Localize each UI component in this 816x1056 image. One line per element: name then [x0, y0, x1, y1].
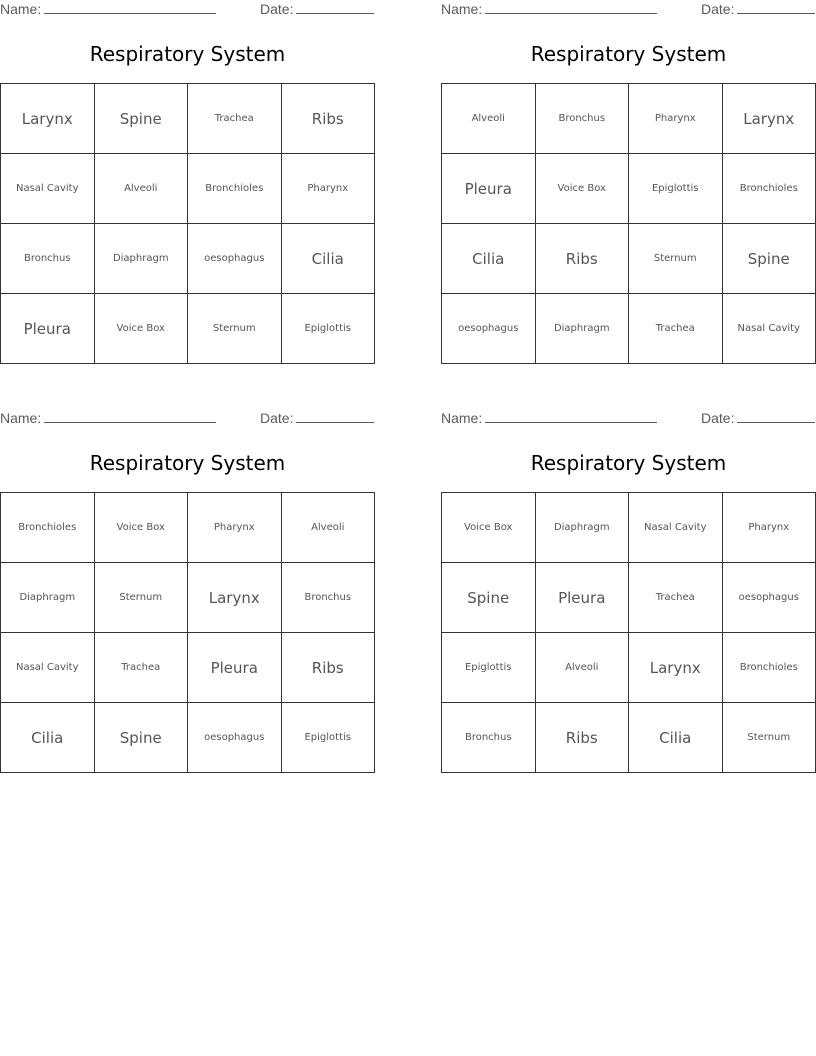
grid-cell: Voice Box [94, 294, 188, 364]
date-group [260, 410, 374, 426]
grid-cell: Sternum [188, 294, 282, 364]
grid-cell: Pleura [442, 154, 536, 224]
card-title: Respiratory System [530, 451, 727, 475]
date-label: Date: [701, 1, 735, 17]
grid-cell: Spine [722, 224, 816, 294]
name-group [0, 410, 216, 426]
name-group [441, 1, 657, 17]
grid-cell: Alveoli [94, 154, 188, 224]
grid-cell: Bronchus [535, 84, 629, 154]
grid-cell: Trachea [629, 563, 723, 633]
grid-cell: Pleura [535, 563, 629, 633]
grid-cell: Voice Box [535, 154, 629, 224]
grid-cell: Pharynx [722, 493, 816, 563]
bingo-grid [441, 83, 816, 364]
grid-row [442, 294, 816, 364]
grid-row [1, 563, 375, 633]
grid-cell: Spine [94, 703, 188, 773]
grid-cell: Bronchioles [722, 154, 816, 224]
grid-cell: Pharynx [281, 154, 375, 224]
grid-cell: Bronchus [281, 563, 375, 633]
grid-cell: Bronchioles [722, 633, 816, 703]
grid-cell: Pleura [188, 633, 282, 703]
grid-row [1, 493, 375, 563]
grid-cell: Bronchioles [188, 154, 282, 224]
grid-cell: oesophagus [442, 294, 536, 364]
card-header [441, 410, 816, 430]
grid-row [442, 703, 816, 773]
grid-cell: Sternum [629, 224, 723, 294]
name-group [0, 1, 216, 17]
card-header [0, 1, 375, 21]
grid-cell: Trachea [629, 294, 723, 364]
grid-cell: Epiglottis [281, 703, 375, 773]
grid-cell: Cilia [281, 224, 375, 294]
grid-cell: Nasal Cavity [722, 294, 816, 364]
date-label: Date: [260, 1, 294, 17]
name-label: Name: [441, 1, 483, 17]
grid-cell: oesophagus [188, 224, 282, 294]
grid-cell: Ribs [281, 633, 375, 703]
grid-row [442, 563, 816, 633]
card-title: Respiratory System [89, 42, 286, 66]
grid-cell: Larynx [722, 84, 816, 154]
date-group [701, 410, 815, 426]
name-blank-line[interactable] [485, 410, 657, 423]
grid-cell: oesophagus [722, 563, 816, 633]
grid-row [1, 84, 375, 154]
date-label: Date: [260, 410, 294, 426]
grid-cell: Pharynx [188, 493, 282, 563]
grid-cell: Pleura [1, 294, 95, 364]
grid-cell: Nasal Cavity [629, 493, 723, 563]
grid-row [1, 633, 375, 703]
card-header [0, 410, 375, 430]
grid-row [442, 493, 816, 563]
grid-cell: Alveoli [281, 493, 375, 563]
grid-row [1, 224, 375, 294]
grid-cell: Ribs [535, 703, 629, 773]
card-title: Respiratory System [89, 451, 286, 475]
grid-cell: oesophagus [188, 703, 282, 773]
grid-cell: Larynx [188, 563, 282, 633]
grid-cell: Larynx [1, 84, 95, 154]
grid-cell: Trachea [94, 633, 188, 703]
grid-cell: Diaphragm [535, 294, 629, 364]
grid-cell: Epiglottis [629, 154, 723, 224]
name-blank-line[interactable] [485, 1, 657, 14]
grid-cell: Alveoli [535, 633, 629, 703]
grid-cell: Larynx [629, 633, 723, 703]
grid-row [442, 84, 816, 154]
date-blank-line[interactable] [296, 1, 374, 14]
grid-cell: Cilia [442, 224, 536, 294]
grid-cell: Epiglottis [281, 294, 375, 364]
name-group [441, 410, 657, 426]
date-group [701, 1, 815, 17]
bingo-grid [0, 492, 375, 773]
grid-cell: Ribs [535, 224, 629, 294]
grid-row [1, 154, 375, 224]
grid-cell: Diaphragm [535, 493, 629, 563]
grid-cell: Spine [94, 84, 188, 154]
name-label: Name: [441, 410, 483, 426]
grid-cell: Voice Box [442, 493, 536, 563]
name-blank-line[interactable] [44, 410, 216, 423]
card-header [441, 1, 816, 21]
date-blank-line[interactable] [737, 410, 815, 423]
grid-row [1, 703, 375, 773]
name-blank-line[interactable] [44, 1, 216, 14]
grid-cell: Ribs [281, 84, 375, 154]
grid-cell: Voice Box [94, 493, 188, 563]
grid-cell: Nasal Cavity [1, 633, 95, 703]
grid-cell: Diaphragm [94, 224, 188, 294]
date-group [260, 1, 374, 17]
date-label: Date: [701, 410, 735, 426]
name-label: Name: [0, 1, 42, 17]
grid-cell: Bronchus [1, 224, 95, 294]
grid-cell: Nasal Cavity [1, 154, 95, 224]
grid-cell: Sternum [722, 703, 816, 773]
date-blank-line[interactable] [296, 410, 374, 423]
grid-row [1, 294, 375, 364]
bingo-grid [0, 83, 375, 364]
grid-cell: Epiglottis [442, 633, 536, 703]
grid-cell: Bronchus [442, 703, 536, 773]
grid-cell: Sternum [94, 563, 188, 633]
grid-row [442, 633, 816, 703]
grid-row [442, 224, 816, 294]
grid-cell: Bronchioles [1, 493, 95, 563]
grid-cell: Trachea [188, 84, 282, 154]
grid-cell: Diaphragm [1, 563, 95, 633]
date-blank-line[interactable] [737, 1, 815, 14]
grid-row [442, 154, 816, 224]
grid-cell: Spine [442, 563, 536, 633]
grid-cell: Pharynx [629, 84, 723, 154]
grid-cell: Cilia [1, 703, 95, 773]
bingo-grid [441, 492, 816, 773]
name-label: Name: [0, 410, 42, 426]
grid-cell: Alveoli [442, 84, 536, 154]
grid-cell: Cilia [629, 703, 723, 773]
card-title: Respiratory System [530, 42, 727, 66]
